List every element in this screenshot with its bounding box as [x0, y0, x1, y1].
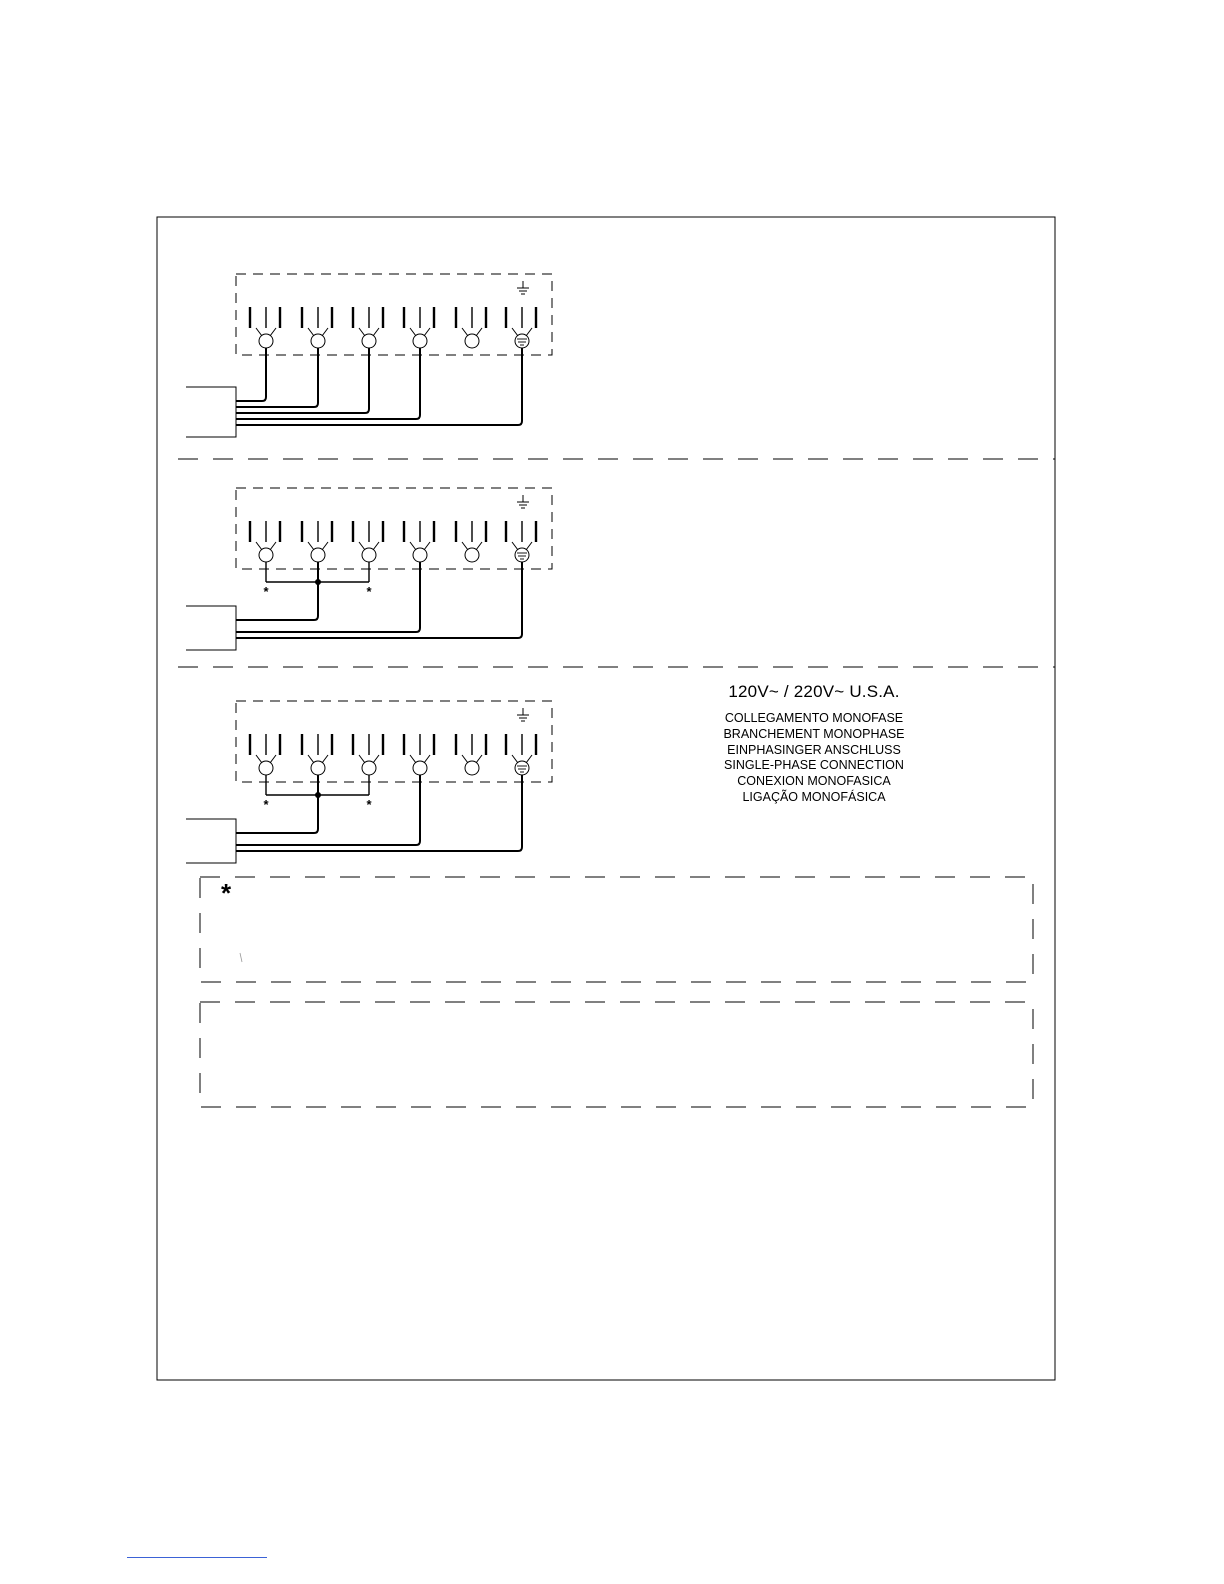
terminal — [404, 307, 434, 348]
jumper-asterisk: * — [366, 584, 372, 599]
wire — [236, 775, 522, 851]
terminal-fork — [373, 755, 379, 763]
terminal-screw — [515, 548, 529, 562]
terminal-enclosure — [236, 488, 552, 569]
terminal-screw — [259, 334, 273, 348]
wire — [236, 562, 522, 638]
terminal-fork — [270, 542, 276, 550]
terminal — [250, 521, 280, 562]
terminal-fork — [424, 542, 430, 550]
terminal-fork — [308, 542, 314, 550]
terminal-fork — [512, 755, 518, 763]
terminal-screw — [515, 334, 529, 348]
terminal-fork — [512, 328, 518, 336]
wire — [236, 562, 318, 620]
faint-mark — [240, 953, 242, 962]
terminal-fork — [359, 755, 365, 763]
terminal-screw — [413, 334, 427, 348]
terminal-fork — [462, 755, 468, 763]
terminal-fork — [526, 542, 532, 550]
terminal-fork — [476, 542, 482, 550]
terminal — [404, 734, 434, 775]
terminal — [250, 734, 280, 775]
connection-label-pt: LIGAÇÃO MONOFÁSICA — [742, 789, 886, 804]
terminal-fork — [462, 328, 468, 336]
note-box-asterisk — [200, 877, 1033, 982]
connection-label-list — [700, 711, 928, 806]
jumper-asterisk: * — [263, 584, 269, 599]
terminal — [353, 734, 383, 775]
terminal-fork — [526, 755, 532, 763]
jumper-asterisk: * — [263, 797, 269, 812]
terminal-fork — [373, 328, 379, 336]
terminal-fork — [322, 542, 328, 550]
terminal-fork — [512, 542, 518, 550]
terminal-fork — [308, 328, 314, 336]
terminal-screw — [362, 548, 376, 562]
terminal-fork — [373, 542, 379, 550]
terminal — [250, 307, 280, 348]
cable-sheath — [186, 606, 236, 650]
terminal-fork — [308, 755, 314, 763]
terminal — [302, 734, 332, 775]
wire — [236, 775, 318, 833]
note-box-empty — [200, 1002, 1033, 1107]
wire — [236, 348, 369, 413]
terminal — [506, 521, 536, 562]
terminal-diagram-2 — [186, 488, 552, 650]
terminal-fork — [462, 542, 468, 550]
terminal-screw — [311, 548, 325, 562]
terminal-screw — [465, 761, 479, 775]
terminal-fork — [476, 328, 482, 336]
terminal — [353, 307, 383, 348]
terminal — [353, 521, 383, 562]
terminal — [302, 521, 332, 562]
terminal-fork — [424, 328, 430, 336]
terminal-diagram-3 — [186, 701, 552, 863]
terminal-fork — [410, 542, 416, 550]
connection-label-en: SINGLE-PHASE CONNECTION — [724, 758, 904, 773]
terminal-fork — [410, 755, 416, 763]
terminal — [456, 307, 486, 348]
terminal-fork — [526, 328, 532, 336]
terminal-fork — [359, 328, 365, 336]
terminal-fork — [322, 755, 328, 763]
connection-label-de: EINPHASINGER ANSCHLUSS — [727, 742, 901, 757]
terminal-screw — [259, 548, 273, 562]
terminal-fork — [476, 755, 482, 763]
terminal — [456, 734, 486, 775]
terminal-enclosure — [236, 701, 552, 782]
terminal-fork — [270, 755, 276, 763]
terminal-screw — [413, 761, 427, 775]
terminal — [404, 521, 434, 562]
terminal-fork — [256, 542, 262, 550]
terminal-screw — [311, 334, 325, 348]
terminal-fork — [424, 755, 430, 763]
terminal — [506, 734, 536, 775]
terminal — [506, 307, 536, 348]
note-asterisk: * — [221, 878, 232, 908]
terminal-fork — [410, 328, 416, 336]
terminal — [456, 521, 486, 562]
terminal-screw — [362, 334, 376, 348]
connection-label-it: COLLEGAMENTO MONOFASE — [724, 711, 904, 725]
terminal — [302, 307, 332, 348]
cable-sheath — [186, 819, 236, 863]
terminal-screw — [515, 761, 529, 775]
terminal-screw — [465, 334, 479, 348]
wire — [236, 348, 318, 407]
footer-line — [127, 1557, 267, 1558]
connection-label-fr: BRANCHEMENT MONOPHASE — [723, 726, 905, 741]
terminal-fork — [322, 328, 328, 336]
terminal-screw — [259, 761, 273, 775]
terminal-diagram-1 — [186, 274, 552, 437]
wire — [236, 348, 266, 401]
terminal-fork — [256, 328, 262, 336]
terminal-enclosure — [236, 274, 552, 355]
connection-label-es: CONEXION MONOFASICA — [737, 774, 891, 789]
terminal-screw — [413, 548, 427, 562]
cable-sheath — [186, 387, 236, 437]
wire — [236, 348, 420, 419]
terminal-fork — [256, 755, 262, 763]
terminal-screw — [311, 761, 325, 775]
terminal-fork — [270, 328, 276, 336]
terminal-fork — [359, 542, 365, 550]
terminal-screw — [465, 548, 479, 562]
jumper-asterisk: * — [366, 797, 372, 812]
voltage-title: 120V~ / 220V~ U.S.A. — [728, 682, 900, 701]
terminal-screw — [362, 761, 376, 775]
